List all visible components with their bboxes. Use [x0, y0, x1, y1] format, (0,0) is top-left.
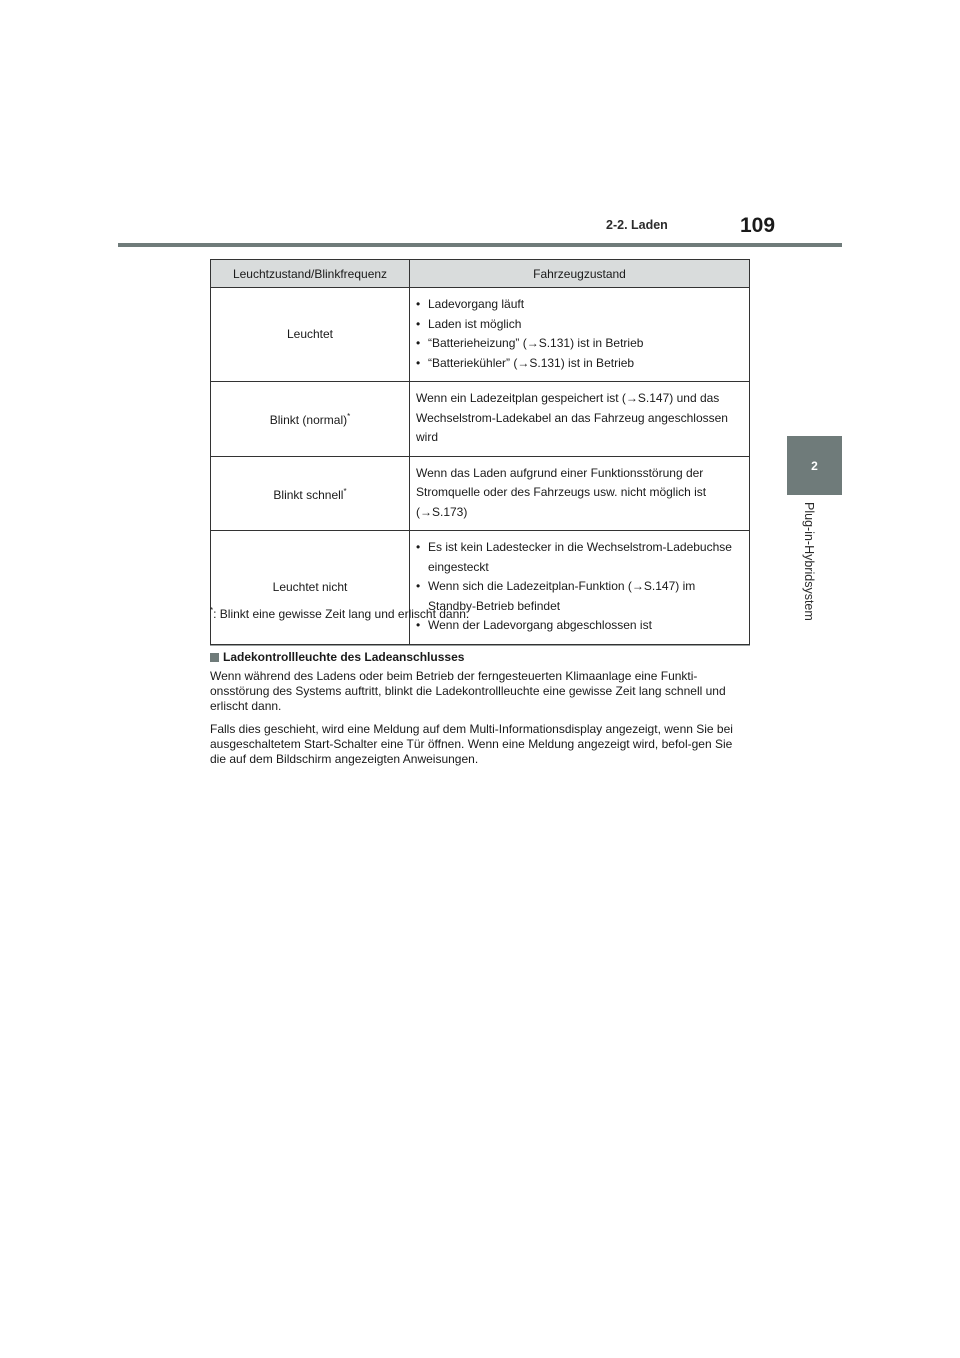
chapter-tab: [787, 436, 842, 495]
table-row: [211, 382, 750, 457]
state-cell: Leuchtet nicht: [211, 531, 410, 645]
condition-cell: Wenn das Laden aufgrund einer Funktionsstörung der Stromquelle oder des Fahrzeugs usw. nicht möglich ist (→S.173): [410, 456, 750, 531]
list-item: • Ladevorgang läuft: [416, 295, 744, 315]
state-cell: Blinkt schnell*: [211, 456, 410, 531]
list-item: • “Batteriekühler” (→S.131) ist in Betrieb: [416, 354, 744, 374]
list-item: • Laden ist möglich: [416, 315, 744, 335]
footnote-mark: *: [343, 486, 347, 496]
table-row: [211, 288, 750, 382]
table-row: [211, 456, 750, 531]
section-divider: [210, 645, 750, 646]
footnote-mark: *: [347, 412, 351, 421]
list-item: • Wenn sich die Ladezeitplan-Funktion (→S.147) im Standby-Betrieb befindet: [416, 577, 744, 616]
condition-list: [416, 295, 744, 373]
chapter-number: 2: [811, 458, 818, 473]
page-number: 109: [740, 214, 776, 237]
chapter-side-label: [802, 502, 822, 642]
square-bullet-icon: [210, 653, 219, 662]
footnote-mark: *: [210, 606, 214, 615]
table-row: [211, 531, 750, 645]
column-header-state: Leuchtzustand/Blinkfrequenz: [211, 260, 410, 288]
table-header-row: [211, 260, 750, 288]
column-header-condition: Fahrzeugzustand: [410, 260, 750, 288]
section-title: 2-2. Laden: [606, 218, 668, 232]
condition-cell: [410, 531, 750, 645]
footnote: [210, 606, 469, 621]
header-rule: [118, 243, 842, 247]
list-item: • Wenn der Ladevorgang abgeschlossen ist: [416, 616, 744, 636]
state-cell: Leuchtet: [211, 288, 410, 382]
state-cell: Blinkt (normal)*: [211, 382, 410, 457]
chapter-title: Plug-in-Hybridsystem: [802, 502, 816, 621]
status-table: [210, 259, 750, 645]
condition-cell: Wenn ein Ladezeitplan gespeichert ist (→S.147) und das Wechselstrom-Ladekabel an das Fahrzeug angeschlossen wird: [410, 382, 750, 457]
condition-cell: [410, 288, 750, 382]
list-item: • Es ist kein Ladestecker in die Wechselstrom-Ladebuchse eingesteckt: [416, 538, 744, 577]
paragraph: Falls dies geschieht, wird eine Meldung auf dem Multi-Informationsdisplay angezeigt, wenn Sie bei ausgeschaltetem Start-Schalter eine Tür öffnen. Wenn eine Meldung angezeigt wird, befol-gen Sie die auf dem Bildschirm angezeigten Anweisungen.: [210, 722, 733, 767]
footnote-text: : Blinkt eine gewisse Zeit lang und erlischt dann.: [213, 607, 470, 621]
section-heading: Ladekontrollleuchte des Ladeanschlusses: [210, 650, 464, 664]
paragraph: Wenn während des Ladens oder beim Betrieb der ferngesteuerten Klimaanlage eine Funkti-onsstörung des Systems auftritt, blinkt die Ladekontrollleuchte eine gewisse Zeit lang schnell und erlischt dann.: [210, 669, 726, 714]
list-item: • “Batterieheizung” (→S.131) ist in Betrieb: [416, 334, 744, 354]
